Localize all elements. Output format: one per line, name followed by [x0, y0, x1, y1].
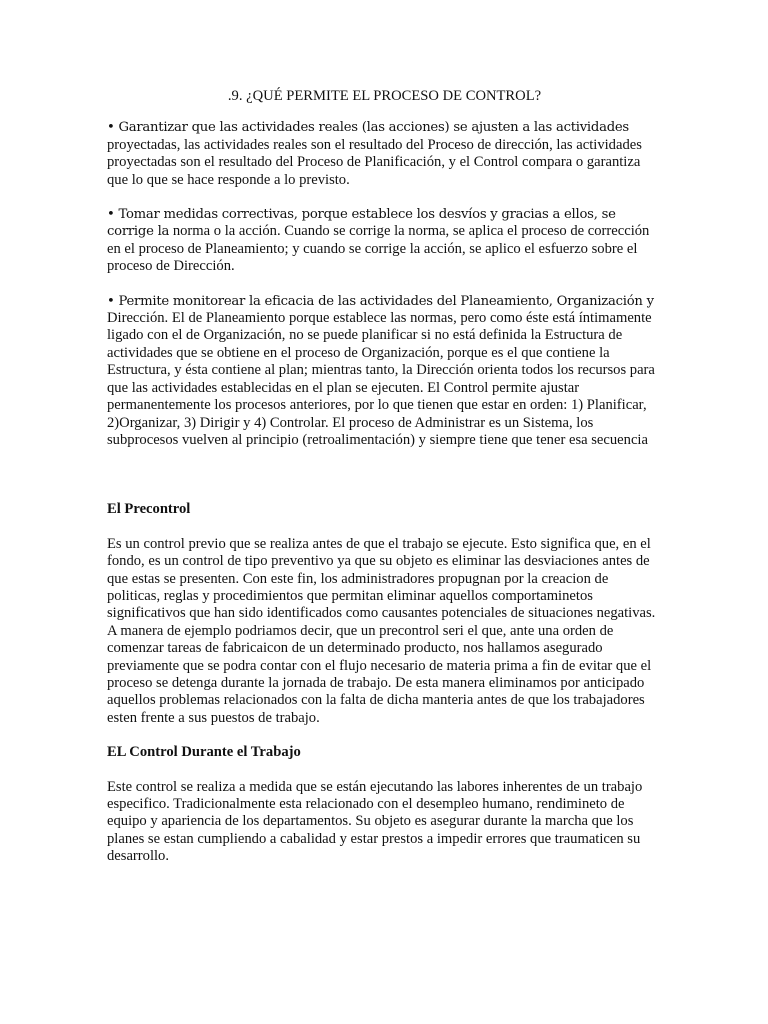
section-spacer: [107, 466, 662, 501]
bullet-paragraph-guarantee: [107, 119, 662, 189]
bullet-body-text: norma o la acción. Cuando se corrige la norma, se aplica el proceso de corrección en el proceso de Planeamiento; y cuando se corrige la acción, se aplico el esfuerzo sobre el proceso de Dirección.: [107, 223, 650, 275]
section-heading-control-during-work: EL Control Durante el Trabajo: [107, 744, 301, 761]
bullet-body-text: proyectadas, las actividades reales son el resultado del Proceso de dirección, las actividades proyectadas son el resultado del Proceso de Planificación, y el Control compara o garantiza que lo que se hace responde a lo previsto.: [107, 136, 642, 188]
bullet-paragraph-corrective: [107, 206, 662, 276]
bullet-lead-text: • Garantizar que las actividades reales (las acciones) se ajusten a las actividades: [107, 120, 629, 136]
bullet-lead-text: • Tomar medidas correctivas, porque establece los desvíos y gracias a ellos, se corrige la: [107, 207, 616, 240]
document-page: [107, 82, 662, 883]
page-title: .9. ¿QUÉ PERMITE EL PROCESO DE CONTROL?: [227, 88, 542, 104]
section-heading-precontrol: El Precontrol: [107, 501, 191, 518]
section-body-precontrol: Es un control previo que se realiza antes de que el trabajo se ejecute. Esto significa que, en el fondo, es un control de tipo preventivo ya que su objeto es eliminar las desviaciones antes de que estas se presenten. Con este fin, los administradores propugnan por la creacion de politicas, reglas y procedimientos que permitan eliminar aquellos comportaminetos significativos que han sido identificados como causantes potenciales de situaciones negativas. A manera de ejemplo podriamos decir, que un precontrol seri el que, ante una orden de comenzar tareas de fabricaicon de un determinado producto, nos hallamos asegurado previamente que se podra contar con el flujo necesario de materia prima a fin de evitar que el proceso se detenga durante la jornada de trabajo. De esta manera eliminamos por anticipado aquellos problemas relacionados con la falta de dicha manteria antes de que los trabajadores esten frente a sus puestos de trabajo.: [107, 535, 656, 726]
bullet-lead-text: • Permite monitorear la eficacia de las actividades del Planeamiento, Organización y: [107, 293, 654, 309]
bullet-body-text: Dirección. El de Planeamiento porque establece las normas, pero como éste está íntimamente ligado con el de Organización, no se puede planificar si no está definida la Estructura de actividades que se obtiene en el proceso de Organización, porque es el que contiene la Estructura, y ésta contiene al plan; mientras tanto, la Dirección orienta todos los recursos para que las actividades establecidas en el plan se ejecuten. El Control permite ajustar permanentemente los procesos anteriores, por lo que tienen que estar en orden: 1) Planificar, 2)Organizar, 3) Dirigir y 4) Controlar. El proceso de Administrar es un Sistema, los subprocesos vuelven al principio (retroalimentación) y siempre tiene que tener esa secuencia: [107, 310, 655, 448]
bullet-paragraph-monitor: [107, 293, 662, 450]
section-body-control-during-work: Este control se realiza a medida que se están ejecutando las labores inherentes de un trabajo especifico. Tradicionalmente esta relacionado con el desempleo humano, rendimineto de equipo y apariencia de los departamentos. Su objeto es asegurar durante la marcha que los planes se estan cumpliendo a cabalidad y estar prestos a impedir errores que traumaticen su desarrollo.: [107, 778, 643, 865]
